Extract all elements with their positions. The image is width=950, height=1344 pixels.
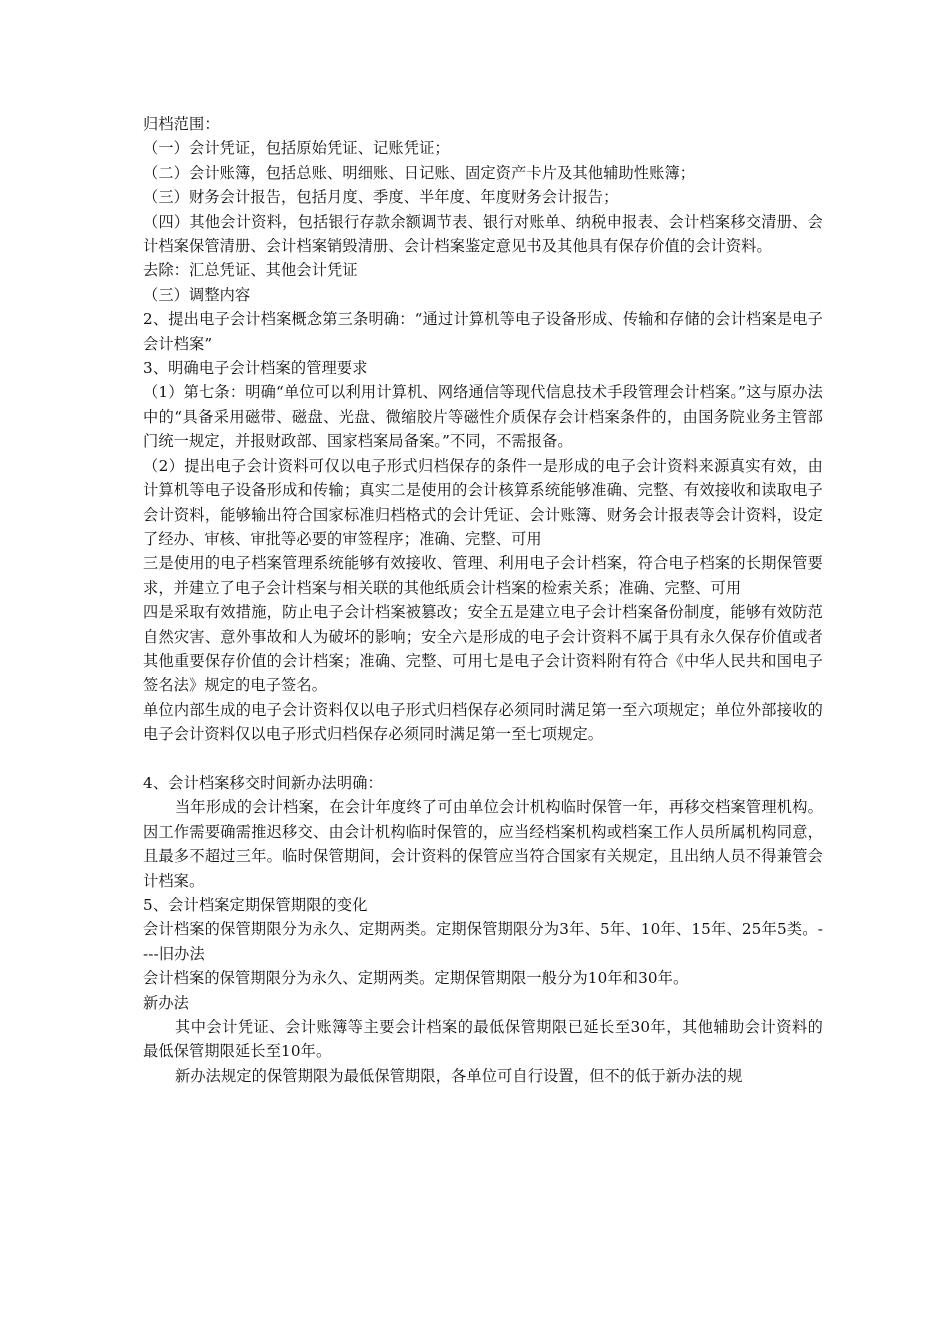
paragraph-conditions-1-2: （2）提出电子会计资料可仅以电子形式归档保存的条件一是形成的电子会计资料来源真实有效，由计算机等电子设备形成和传输；真实二是使用的会计核算系统能够准确、完整、有效接收和读取电子会计资料，能够输出符合国家标准归档格式的会计凭证、会计账簿、财务会计报表等会计资料，设定了经办、审核、审批等必要的审签程序；准确、完整、可用 (143, 456, 823, 548)
list-item-ledgers: （二）会计账簿，包括总账、明细账、日记账、固定资产卡片及其他辅助性账簿； (143, 163, 696, 182)
paragraph-conditions-summary: 单位内部生成的电子会计资料仅以电子形式归档保存必须同时满足第一至六项规定；单位外部接收的电子会计资料仅以电子形式归档保存必须同时满足第一至七项规定。 (143, 700, 823, 744)
removed-items-note: 去除：汇总凭证、其他会计凭证 (143, 261, 358, 280)
blank-line (143, 747, 823, 771)
point-4-transfer-time: 4、会计档案移交时间新办法明确： (143, 773, 383, 792)
paragraph-transfer-rules: 当年形成的会计档案，在会计年度终了可由单位会计机构临时保管一年，再移交档案管理机构。因工作需要确需推迟移交、由会计机构临时保管的，应当经档案机构或档案工作人员所属机构同意，且最多不超过三年。临时保管期间，会计资料的保管应当符合国家有关规定，且出纳人员不得兼管会计档案。 (143, 798, 823, 890)
paragraph-article-7: （1）第七条：明确“单位可以利用计算机、网络通信等现代信息技术手段管理会计档案。”这与原办法中的“具备采用磁带、磁盘、光盘、微缩胶片等磁性介质保存会计档案条件的，由国务院业务主管部门统一规定，并报财政部、国家档案局备案。”不同，不需报备。 (143, 383, 823, 451)
paragraph-old-retention: 会计档案的保管期限分为永久、定期两类。定期保管期限分为3年、5年、10年、15年、25年5类。----旧办法 (143, 920, 823, 963)
paragraph-conditions-4-7: 四是采取有效措施，防止电子会计档案被篡改；安全五是建立电子会计档案备份制度，能够有效防范自然灾害、意外事故和人为破坏的影响；安全六是形成的电子会计资料不属于具有永久保存价值或者其他重要保存价值的会计档案；准确、完整、可用七是电子会计资料附有符合《中华人民共和国电子签名法》规定的电子签名。 (143, 603, 823, 695)
label-new-method: 新办法 (143, 993, 190, 1012)
list-item-other-materials: （四）其他会计资料，包括银行存款余额调节表、银行对账单、纳税申报表、会计档案移交清册、会计档案保管清册、会计档案销毁清册、会计档案鉴定意见书及其他具有保存价值的会计资料。 (143, 212, 823, 256)
point-2-electronic-archive-concept: 2、提出电子会计档案概念第三条明确：“通过计算机等电子设备形成、传输和存储的会计档案是电子会计档案” (143, 310, 823, 353)
list-item-reports: （三）财务会计报告，包括月度、季度、半年度、年度财务会计报告； (143, 188, 619, 207)
section-heading-scope: 归档范围： (143, 115, 220, 133)
paragraph-minimum-periods-note: 新办法规定的保管期限为最低保管期限，各单位可自行设置，但不的低于新办法的规 (175, 1066, 743, 1085)
section-heading-adjustments: （三）调整内容 (143, 285, 251, 304)
point-3-management-requirements: 3、明确电子会计档案的管理要求 (143, 359, 368, 378)
document-body (143, 112, 823, 1088)
paragraph-new-retention: 会计档案的保管期限分为永久、定期两类。定期保管期限一般分为10年和30年。 (143, 969, 689, 988)
paragraph-minimum-periods: 其中会计凭证、会计账簿等主要会计档案的最低保管期限已延长至30年，其他辅助会计资料的最低保管期限延长至10年。 (143, 1018, 823, 1061)
point-5-retention-period: 5、会计档案定期保管期限的变化 (143, 895, 368, 914)
list-item-vouchers: （一）会计凭证，包括原始凭证、记账凭证； (143, 139, 450, 158)
paragraph-condition-3: 三是使用的电子档案管理系统能够有效接收、管理、利用电子会计档案，符合电子档案的长期保管要求，并建立了电子会计档案与相关联的其他纸质会计档案的检索关系；准确、完整、可用 (143, 554, 823, 597)
